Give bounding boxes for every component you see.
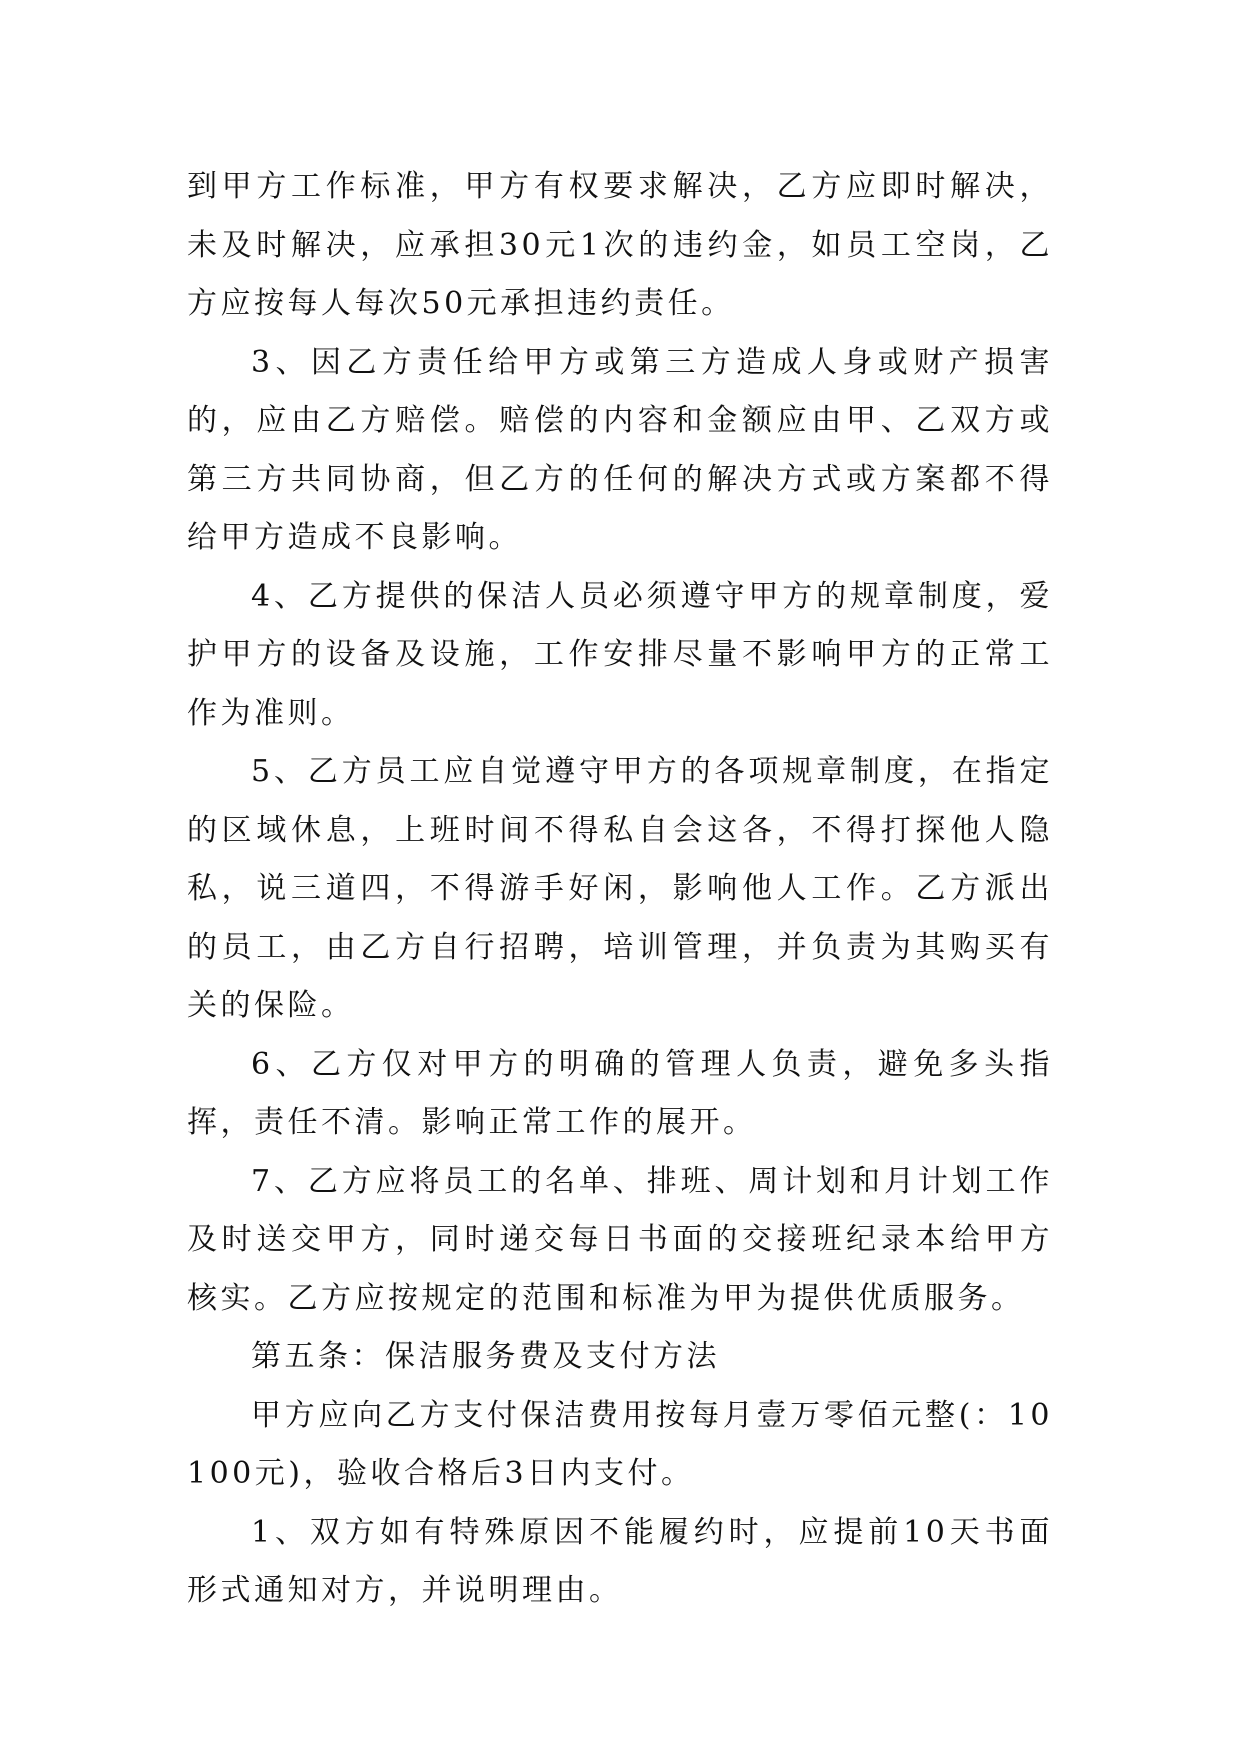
paragraph-clause-3: 3、因乙方责任给甲方或第三方造成人身或财产损害的，应由乙方赔偿。赔偿的内容和金额应由甲、乙双方或第三方共同协商，但乙方的任何的解决方式或方案都不得给甲方造成不良影响。 [187, 344, 1053, 555]
section-heading-article-5: 第五条：保洁服务费及支付方法 [251, 1339, 720, 1374]
paragraph-payment-terms: 甲方应向乙方支付保洁费用按每月壹万零佰元整(：10100元)，验收合格后3日内支付。 [187, 1397, 1053, 1491]
paragraph-clause-7: 7、乙方应将员工的名单、排班、周计划和月计划工作及时送交甲方，同时递交每日书面的交接班纪录本给甲方核实。乙方应按规定的范围和标准为甲为提供优质服务。 [187, 1163, 1053, 1316]
paragraph-clause-4: 4、乙方提供的保洁人员必须遵守甲方的规章制度，爱护甲方的设备及设施，工作安排尽量不影响甲方的正常工作为准则。 [187, 578, 1053, 731]
paragraph-clause-6: 6、乙方仅对甲方的明确的管理人负责，避免多头指挥，责任不清。影响正常工作的展开。 [187, 1046, 1053, 1140]
paragraph-clause-1: 1、双方如有特殊原因不能履约时，应提前10天书面形式通知对方，并说明理由。 [187, 1514, 1053, 1608]
paragraph-clause-5: 5、乙方员工应自觉遵守甲方的各项规章制度，在指定的区域休息，上班时间不得私自会这各，不得打探他人隐私，说三道四，不得游手好闲，影响他人工作。乙方派出的员工，由乙方自行招聘，培训管理，并负责为其购买有关的保险。 [187, 754, 1053, 1023]
document-body [187, 158, 1053, 1621]
paragraph-continuation: 到甲方工作标准，甲方有权要求解决，乙方应即时解决，未及时解决，应承担30元1次的违约金，如员工空岗，乙方应按每人每次50元承担违约责任。 [187, 169, 1053, 321]
